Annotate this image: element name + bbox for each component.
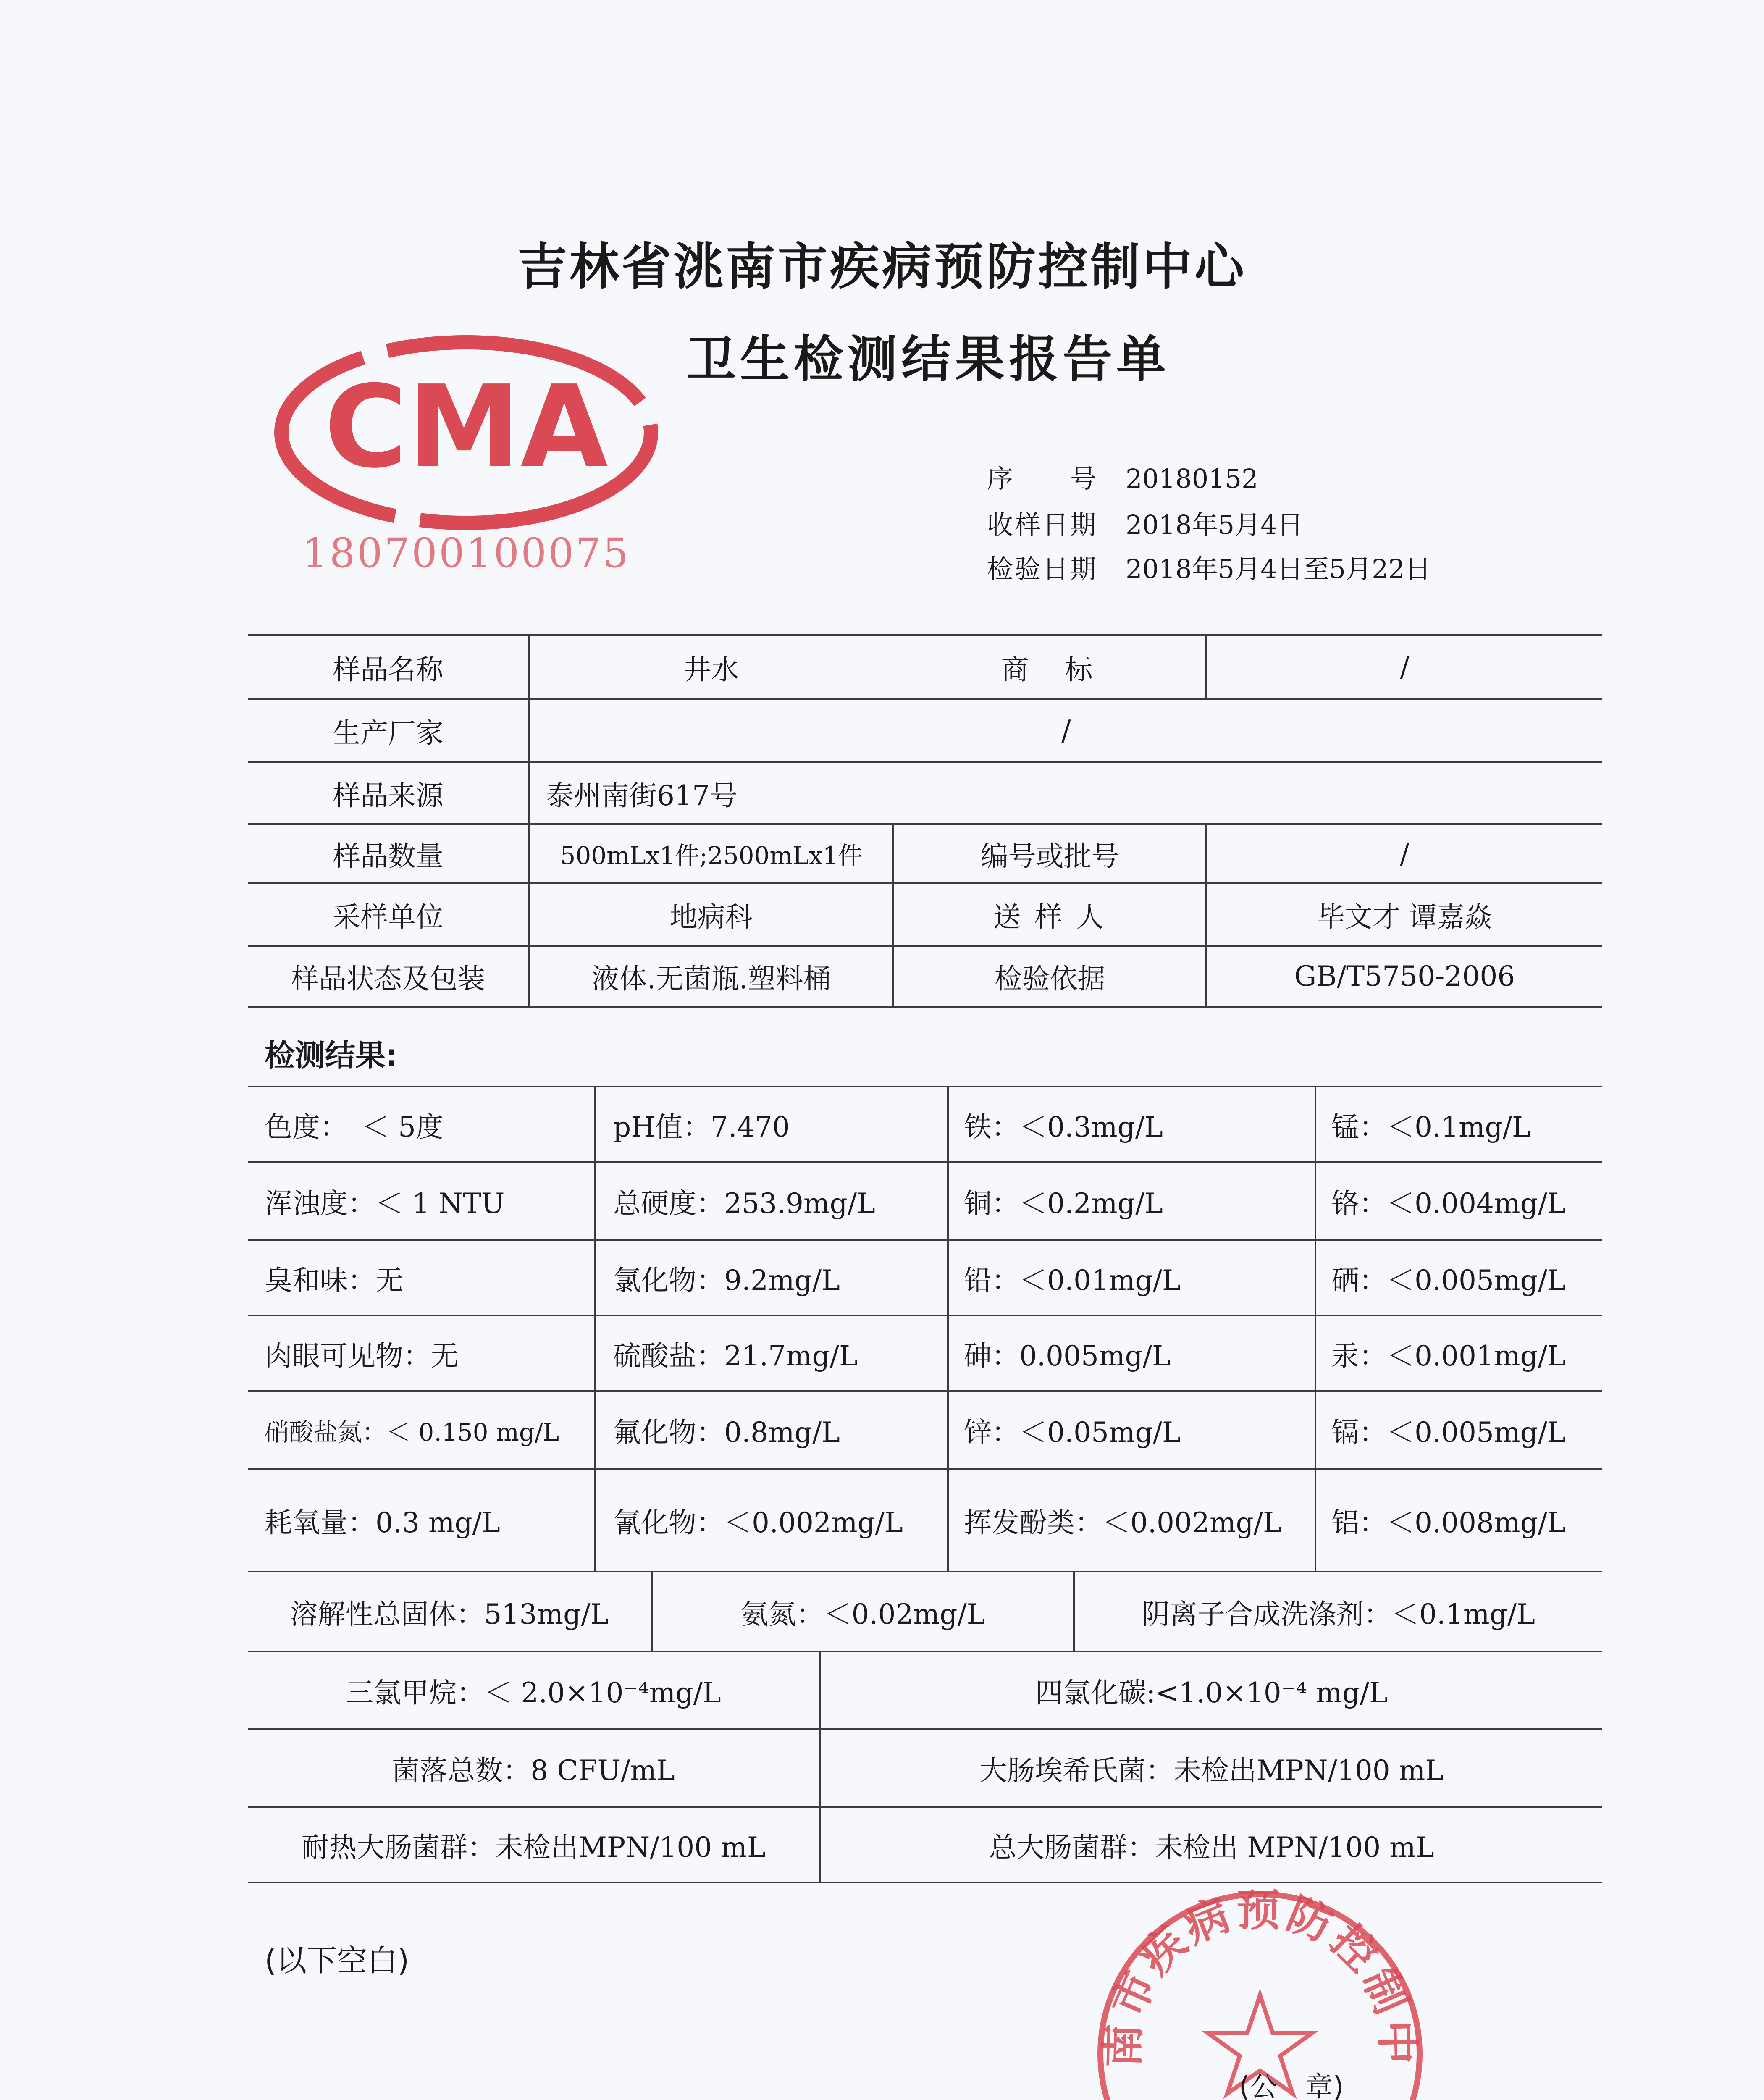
result-arsenic: 砷：0.005mg/L bbox=[964, 1339, 1171, 1372]
result-thermotolerant-coliform: 耐热大肠菌群：未检出MPN/100 mL bbox=[301, 1831, 766, 1864]
org-title: 吉林省洮南市疾病预防控制中心 bbox=[517, 238, 1247, 296]
result-aluminium: 铝：＜0.008mg/L bbox=[1331, 1507, 1566, 1539]
results-heading: 检测结果: bbox=[265, 1038, 398, 1073]
test-date: 2018年5月4日至5月22日 bbox=[1126, 554, 1431, 584]
result-colony-count: 菌落总数：8 CFU/mL bbox=[392, 1754, 675, 1787]
sample-name-label: 样品名称 bbox=[333, 654, 444, 686]
report-title: 卫生检测结果报告单 bbox=[686, 330, 1170, 388]
serial-value: 20180152 bbox=[1126, 463, 1258, 494]
result-ph: pH值：7.470 bbox=[613, 1110, 790, 1143]
result-zinc: 锌：＜0.05mg/L bbox=[964, 1416, 1181, 1449]
result-odor: 臭和味：无 bbox=[265, 1264, 403, 1297]
result-nitrate: 硝酸盐氮：＜ 0.150 mg/L bbox=[265, 1418, 559, 1446]
seal-label: (公 章) bbox=[1239, 2071, 1344, 2100]
result-lead: 铅：＜0.01mg/L bbox=[964, 1264, 1181, 1297]
result-mercury: 汞：＜0.001mg/L bbox=[1331, 1339, 1566, 1372]
maker-value: / bbox=[1061, 714, 1071, 747]
result-carbon-tetrachloride: 四氯化碳:<1.0×10⁻⁴ mg/L bbox=[1035, 1677, 1388, 1709]
result-copper: 铜：＜0.2mg/L bbox=[964, 1187, 1163, 1220]
cma-logo bbox=[269, 319, 664, 580]
svg-text:洮南市疾病预防控制中心: 南市疾病预防控制中 bbox=[1097, 1885, 1423, 2068]
result-cyanide: 氰化物：＜0.002mg/L bbox=[613, 1507, 903, 1539]
result-cadmium: 镉：＜0.005mg/L bbox=[1331, 1416, 1566, 1449]
result-selenium: 硒：＜0.005mg/L bbox=[1331, 1264, 1566, 1297]
qty-label: 样品数量 bbox=[333, 840, 444, 872]
state-label: 样品状态及包装 bbox=[291, 963, 485, 995]
basis-label: 检验依据 bbox=[994, 963, 1105, 995]
sender-value: 毕文才 谭嘉焱 bbox=[1317, 900, 1492, 933]
result-manganese: 锰：＜0.1mg/L bbox=[1331, 1110, 1530, 1143]
batch-label: 编号或批号 bbox=[980, 840, 1119, 872]
result-e-coli: 大肠埃希氏菌：未检出MPN/100 mL bbox=[979, 1754, 1444, 1787]
result-hardness: 总硬度：253.9mg/L bbox=[613, 1187, 875, 1220]
result-turbidity: 浑浊度：＜ 1 NTU bbox=[265, 1187, 505, 1220]
sender-label: 送 样 人 bbox=[993, 900, 1107, 933]
state-value: 液体.无菌瓶.塑料桶 bbox=[591, 963, 831, 995]
result-sulfate: 硫酸盐：21.7mg/L bbox=[613, 1339, 858, 1372]
unit-label: 采样单位 bbox=[333, 900, 444, 933]
received-date-line: 收样日期 2018年5月4日 bbox=[987, 509, 1303, 540]
brand-value: / bbox=[1400, 651, 1410, 683]
result-ammonia: 氨氮：＜0.02mg/L bbox=[740, 1598, 985, 1630]
result-chloride: 氯化物：9.2mg/L bbox=[613, 1264, 840, 1297]
batch-value: / bbox=[1400, 837, 1410, 870]
serial-line: 序 号 20180152 bbox=[987, 463, 1258, 494]
result-oxygen: 耗氧量：0.3 mg/L bbox=[265, 1507, 500, 1539]
unit-value: 地病科 bbox=[669, 900, 753, 933]
brand-label: 商 标 bbox=[1001, 654, 1097, 686]
source-value: 泰州南街617号 bbox=[546, 779, 738, 812]
result-phenol: 挥发酚类：＜0.002mg/L bbox=[964, 1507, 1281, 1539]
cma-number: 180700100075 bbox=[302, 530, 630, 577]
result-chromium: 铬：＜0.004mg/L bbox=[1331, 1187, 1566, 1220]
maker-label: 生产厂家 bbox=[333, 717, 444, 749]
result-tds: 溶解性总固体：513mg/L bbox=[290, 1598, 609, 1630]
blank-note: (以下空白) bbox=[265, 1943, 410, 1978]
result-color: 色度： ＜ 5度 bbox=[265, 1110, 444, 1143]
result-visible: 肉眼可见物：无 bbox=[265, 1339, 459, 1372]
result-detergent: 阴离子合成洗涤剂：＜0.1mg/L bbox=[1142, 1598, 1535, 1630]
source-label: 样品来源 bbox=[333, 779, 444, 812]
sample-name-value: 井水 bbox=[683, 654, 739, 686]
basis-value: GB/T5750-2006 bbox=[1294, 960, 1515, 992]
result-total-coliform: 总大肠菌群：未检出 MPN/100 mL bbox=[989, 1831, 1434, 1864]
qty-value: 500mLx1件;2500mLx1件 bbox=[560, 841, 863, 870]
svg-text:CMA: CMA bbox=[324, 361, 608, 493]
result-fluoride: 氟化物：0.8mg/L bbox=[613, 1416, 840, 1449]
test-date-line: 检验日期 2018年5月4日至5月22日 bbox=[987, 554, 1431, 584]
received-date: 2018年5月4日 bbox=[1126, 509, 1303, 540]
result-chloroform: 三氯甲烷：＜ 2.0×10⁻⁴mg/L bbox=[346, 1677, 721, 1709]
result-iron: 铁：＜0.3mg/L bbox=[964, 1110, 1163, 1143]
